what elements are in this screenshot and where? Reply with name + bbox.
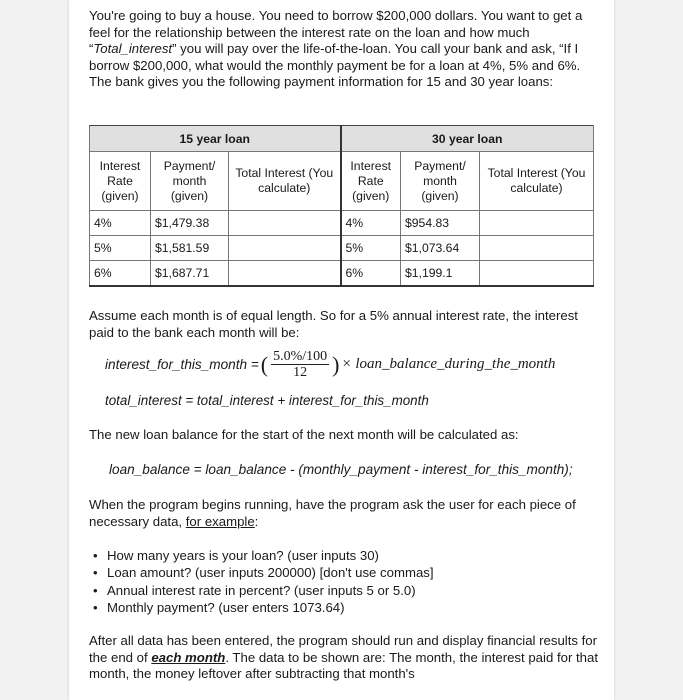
assume-paragraph: Assume each month is of equal length. So for a 5% annual interest rate, the interest paid to the bank each month will be: xyxy=(89,308,578,340)
prompt-example-link: for example xyxy=(185,513,255,529)
bullet-icon: • xyxy=(93,548,98,563)
list-item-text: Loan amount? (user inputs 200000) [don't use commas] xyxy=(107,565,434,581)
rate-cell: 6% xyxy=(90,261,151,287)
prompt-text-3: : xyxy=(254,513,259,529)
total-cell xyxy=(480,211,594,236)
payment-cell: $1,581.59 xyxy=(151,236,229,261)
loan-balance-formula: loan_balance = loan_balance - (monthly_payment - interest_for_this_month); xyxy=(109,462,573,477)
header-15-year: 15 year loan xyxy=(90,126,341,152)
table-row xyxy=(90,236,594,261)
payment-cell: $954.83 xyxy=(401,211,480,236)
payment-cell: $1,479.38 xyxy=(151,211,229,236)
rate-fraction xyxy=(271,350,329,379)
payment-cell: $1,687.71 xyxy=(151,261,229,287)
new-balance-paragraph: The new loan balance for the start of the next month will be calculated as: xyxy=(89,427,519,442)
list-item xyxy=(89,599,434,616)
list-item-text: Monthly payment? (user enters 1073.64) xyxy=(107,599,345,615)
intro-total-interest: Total_interest xyxy=(93,41,173,57)
list-item xyxy=(89,564,434,581)
bullet-icon: • xyxy=(93,599,98,615)
rate-cell: 5% xyxy=(341,236,401,261)
after-paragraph xyxy=(89,633,599,683)
after-text-1: After all data has been entered, the program should run and display financial results for the end of xyxy=(89,633,598,665)
fraction-numerator: 5.0%/100 xyxy=(273,349,328,364)
table-row xyxy=(90,261,594,287)
prompt-text-1: When the program begins running, have the program ask the user for each piece of necessary data, xyxy=(89,497,576,529)
intro-paragraph xyxy=(89,8,599,91)
total-interest-formula: total_interest = total_interest + interest_for_this_month xyxy=(105,393,429,408)
col-rate-30: Interest Rate (given) xyxy=(341,152,401,211)
total-cell xyxy=(229,236,341,261)
header-30-year: 30 year loan xyxy=(341,126,594,152)
rate-cell: 6% xyxy=(341,261,401,287)
bullet-icon: • xyxy=(93,565,98,581)
table-row xyxy=(90,211,594,236)
payment-cell: $1,073.64 xyxy=(401,236,480,261)
left-paren: ( xyxy=(260,351,269,377)
fraction-denominator: 12 xyxy=(293,365,308,380)
right-paren: ) xyxy=(332,351,340,377)
list-item xyxy=(89,582,434,599)
document-page xyxy=(69,0,614,700)
intro-text-2: ” you will pay over the life-of-the-loan. You call your bank and ask, “If I borrow $200,000, what would the monthly payment be for a loan at 4%, 5% and 6%. The bank gives you the following payment information for 15 and 30 year loans: xyxy=(89,41,581,90)
interest-formula xyxy=(105,350,555,379)
rate-cell: 4% xyxy=(90,211,151,236)
payment-table xyxy=(89,125,594,287)
after-each-month: each month xyxy=(151,649,226,665)
list-item-text: How many years is your loan? (user inputs 30) xyxy=(107,548,379,563)
rate-cell: 5% xyxy=(90,236,151,261)
after-text-3: . The data to be shown are: The month, the interest paid for that month, the money leftover after subtracting that month's xyxy=(89,649,598,682)
total-cell xyxy=(480,236,594,261)
bullet-icon: • xyxy=(93,582,98,598)
total-cell xyxy=(229,211,341,236)
col-payment-15: Payment/ month (given) xyxy=(151,152,229,211)
total-cell xyxy=(480,261,594,287)
total-cell xyxy=(229,261,341,287)
formula-rhs: × loan_balance_during_the_month xyxy=(341,356,556,372)
intro-text-1: You're going to buy a house. You need to borrow $200,000 dollars. You want to get a feel for the relationship between the interest rate on the loan and how much “ xyxy=(89,8,583,57)
list-item xyxy=(89,547,434,564)
col-total-30: Total Interest (You calculate) xyxy=(480,152,594,211)
input-prompt-list xyxy=(89,547,434,616)
rate-cell: 4% xyxy=(341,211,401,236)
payment-cell: $1,199.1 xyxy=(401,261,480,287)
formula-lhs: interest_for_this_month = xyxy=(105,357,259,372)
prompt-paragraph xyxy=(89,497,599,530)
list-item-text: Annual interest rate in percent? (user inputs 5 or 5.0) xyxy=(107,582,416,598)
col-payment-30: Payment/ month (given) xyxy=(401,152,480,211)
col-rate-15: Interest Rate (given) xyxy=(90,152,151,211)
col-total-15: Total Interest (You calculate) xyxy=(229,152,341,211)
